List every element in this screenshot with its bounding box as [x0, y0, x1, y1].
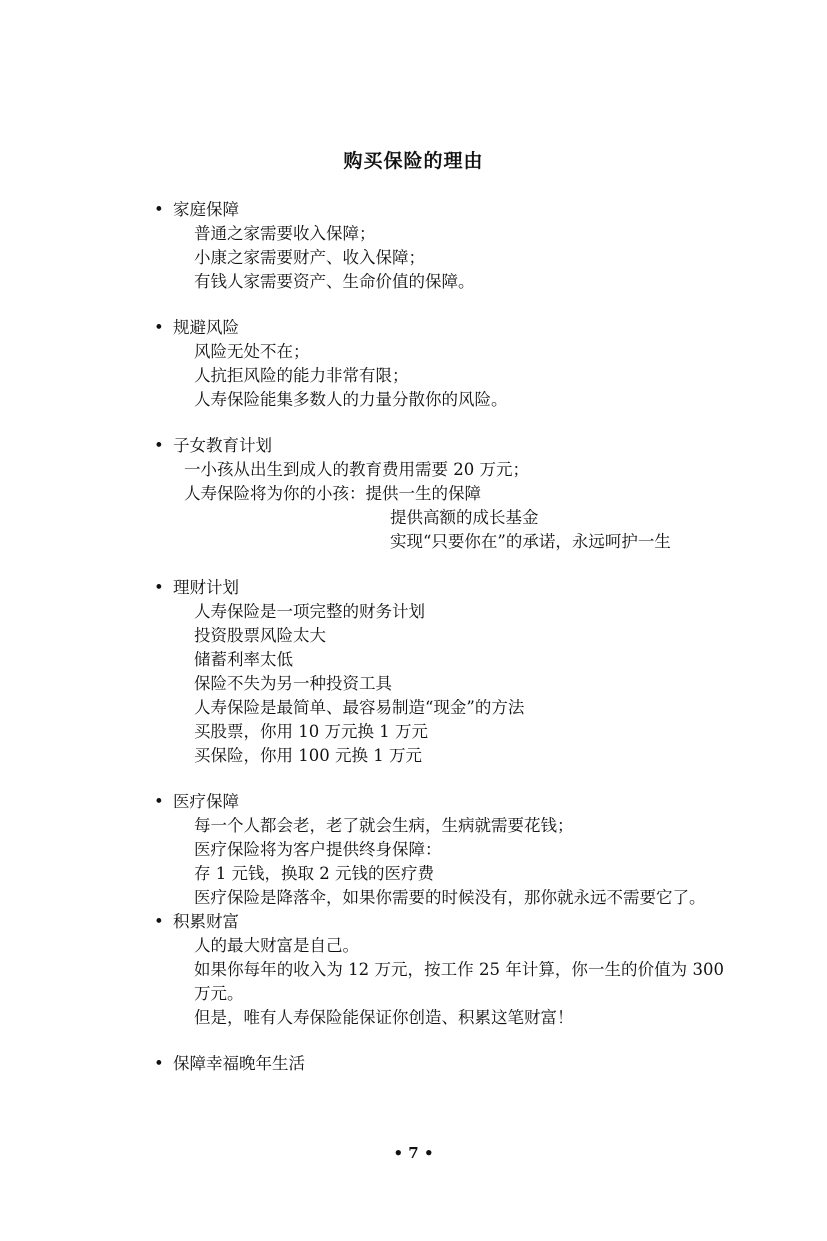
list-item: 但是，唯有人寿保险能保证你创造、积累这笔财富！ [194, 1008, 574, 1027]
bullet-icon: • [154, 200, 164, 219]
section-education-plan [154, 434, 724, 554]
list-item: 人寿保险能集多数人的力量分散你的风险。 [194, 390, 508, 409]
list-item: 人寿保险将为你的小孩：提供一生的保障 [184, 484, 481, 503]
bullet-icon: • [154, 792, 164, 811]
bullet-icon: • [154, 912, 164, 931]
content-body [154, 198, 724, 1098]
section-retirement [154, 1052, 724, 1076]
page-title: 购买保险的理由 [343, 150, 484, 172]
list-item: 一小孩从出生到成人的教育费用需要 20 万元； [184, 460, 529, 479]
page-number: • 7 • [393, 1144, 434, 1162]
list-item: 人的最大财富是自己。 [194, 936, 359, 955]
section-risk-avoidance [154, 316, 724, 412]
section-financial-plan [154, 576, 724, 768]
list-item: 储蓄利率太低 [194, 650, 293, 669]
section-heading: • 理财计划 [154, 576, 724, 600]
list-item: 存 1 元钱，换取 2 元钱的医疗费 [194, 864, 434, 883]
section-heading: • 积累财富 [154, 910, 724, 934]
section-heading: • 子女教育计划 [154, 434, 724, 458]
bullet-icon: • [154, 318, 164, 337]
list-item: 买保险，你用 100 元换 1 万元 [194, 746, 422, 765]
list-item: 保险不失为另一种投资工具 [194, 674, 392, 693]
list-item: 风险无处不在； [194, 342, 310, 361]
list-item: 普通之家需要收入保障； [194, 224, 376, 243]
section-heading: • 家庭保障 [154, 198, 724, 222]
section-heading: • 医疗保障 [154, 790, 724, 814]
list-item: 人寿保险是一项完整的财务计划 [194, 602, 425, 621]
list-item: 人抗拒风险的能力非常有限； [194, 366, 409, 385]
bullet-icon: • [154, 1054, 164, 1073]
list-item: 实现“只要你在”的承诺，永远呵护一生 [390, 532, 671, 551]
section-accumulate-wealth [154, 910, 724, 1030]
bullet-icon: • [154, 436, 164, 455]
list-item: 投资股票风险太大 [194, 626, 326, 645]
section-medical-protection [154, 790, 724, 910]
section-heading: • 保障幸福晚年生活 [154, 1052, 724, 1076]
list-item: 每一个人都会老，老了就会生病，生病就需要花钱； [194, 816, 574, 835]
list-item: 提供高额的成长基金 [390, 508, 539, 527]
list-item: 医疗保险是降落伞，如果你需要的时候没有，那你就永远不需要它了。 [194, 888, 706, 907]
list-item: 买股票，你用 10 万元换 1 万元 [194, 722, 428, 741]
list-item: 有钱人家需要资产、生命价值的保障。 [194, 272, 475, 291]
list-item: 人寿保险是最简单、最容易制造“现金”的方法 [194, 698, 525, 717]
list-item: 医疗保险将为客户提供终身保障： [194, 840, 442, 859]
list-item: 小康之家需要财产、收入保障； [194, 248, 425, 267]
section-family-protection [154, 198, 724, 294]
list-item: 如果你每年的收入为 12 万元，按工作 25 年计算，你一生的价值为 300 万元。 [194, 960, 724, 1003]
section-heading: • 规避风险 [154, 316, 724, 340]
bullet-icon: • [154, 578, 164, 597]
